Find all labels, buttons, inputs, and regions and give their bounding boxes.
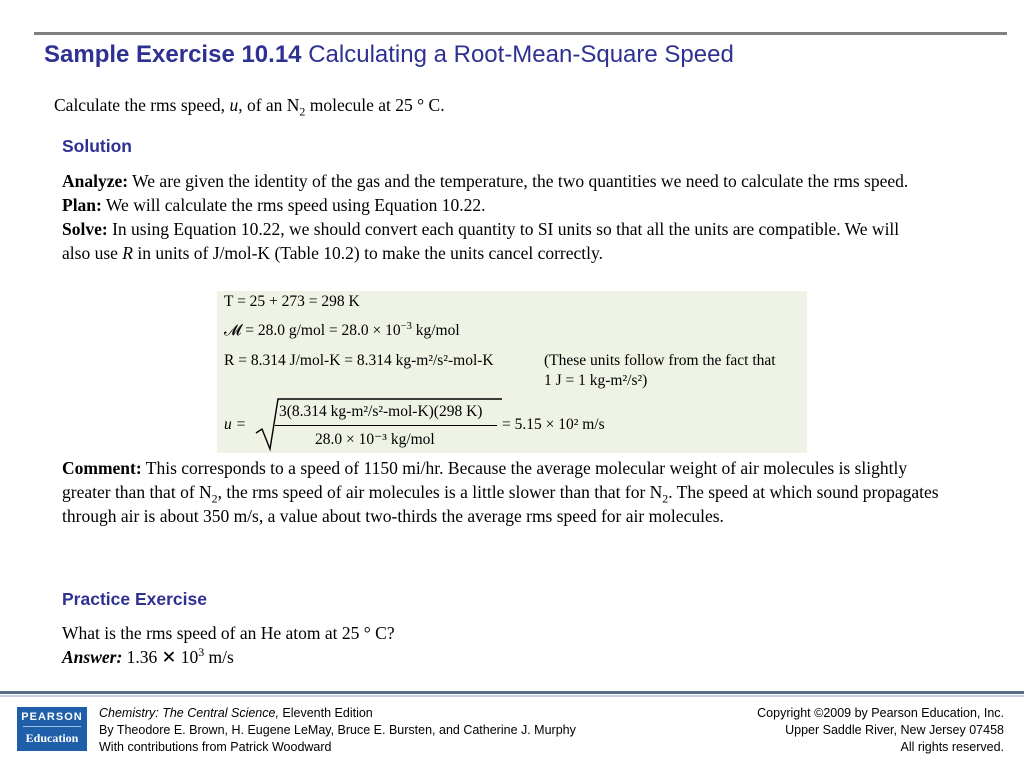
comment-text-b: , the rms speed of air molecules is a little slower than that for N xyxy=(217,482,663,502)
logo-top-text: PEARSON xyxy=(21,711,83,723)
equation-temperature: T = 25 + 273 = 298 K xyxy=(224,293,360,310)
equation-u-denominator: 28.0 × 10⁻³ kg/mol xyxy=(315,431,435,448)
problem-mid: , of an N xyxy=(238,95,300,115)
answer-unit: m/s xyxy=(204,647,234,667)
equation-molar-mass xyxy=(224,322,460,340)
comment-label: Comment: xyxy=(62,458,142,478)
solution-heading: Solution xyxy=(62,136,132,156)
molar-mass-rhs: = 28.0 g/mol = 28.0 × 10 xyxy=(241,322,401,339)
equation-gas-constant: R = 8.314 J/mol-K = 8.314 kg-m²/s²-mol-K xyxy=(224,352,494,369)
solve-text-b: in units of J/mol-K (Table 10.2) to make the units cancel correctly. xyxy=(132,243,603,263)
analyze-label: Analyze: xyxy=(62,171,129,191)
problem-var: u xyxy=(229,95,239,115)
fraction-bar xyxy=(275,425,497,426)
book-line xyxy=(99,705,576,722)
plan-text: We will calculate the rms speed using Equation 10.22. xyxy=(101,195,486,215)
footer-rule-dark xyxy=(0,691,1024,694)
practice-answer xyxy=(62,645,234,669)
book-contributions: With contributions from Patrick Woodward xyxy=(99,740,332,754)
solve-paragraph xyxy=(62,217,927,265)
equation-u-result: = 5.15 × 10² m/s xyxy=(502,416,605,433)
practice-heading: Practice Exercise xyxy=(62,589,207,609)
book-title: Chemistry: The Central Science, xyxy=(99,706,279,720)
solution-body xyxy=(62,169,927,265)
book-edition: Eleventh Edition xyxy=(278,706,373,720)
answer-exp: 3 xyxy=(198,645,205,660)
molar-mass-exp: −3 xyxy=(400,320,412,332)
comment-sub1: 2 xyxy=(211,491,218,506)
slide-title xyxy=(44,41,734,69)
logo-bottom-text: Education xyxy=(25,731,79,745)
book-authors: By Theodore E. Brown, H. Eugene LeMay, Bruce E. Bursten, and Catherine J. Murphy xyxy=(99,723,576,737)
problem-suffix: molecule at 25 ° C. xyxy=(305,95,445,115)
molar-mass-symbol: 𝓜 xyxy=(224,322,242,339)
title-rest: Calculating a Root-Mean-Square Speed xyxy=(308,41,734,68)
rights-line: All rights reserved. xyxy=(900,740,1004,754)
equation-u-numerator: 3(8.314 kg-m²/s²-mol-K)(298 K) xyxy=(279,403,483,420)
equation-u-lhs: u = xyxy=(224,416,247,433)
address-line: Upper Saddle River, New Jersey 07458 xyxy=(785,723,1004,737)
comment-sub2: 2 xyxy=(662,491,669,506)
footer-copyright xyxy=(757,705,1004,756)
practice-question: What is the rms speed of an He atom at 25 ° C? xyxy=(62,623,395,643)
copyright-line: Copyright ©2009 by Pearson Education, Inc. xyxy=(757,706,1004,720)
answer-label: Answer: xyxy=(62,647,123,667)
answer-text: 1.36 ✕ 10 xyxy=(122,647,199,667)
plan-paragraph xyxy=(62,193,927,217)
comment-text-a: This corresponds to a speed of 1150 mi/hr. Because the average molecular weight of air molecules is slightly greater than that of N xyxy=(62,458,908,502)
top-rule xyxy=(34,32,1007,35)
problem-prefix: Calculate the rms speed, xyxy=(54,95,230,115)
comment-text-c: . The speed at which sound propagates through air is about 350 m/s, a value about two-thirds the average rms speed for air molecules. xyxy=(62,482,939,526)
footer-book-info xyxy=(99,705,576,756)
analyze-text: We are given the identity of the gas and the temperature, the two quantities we need to calculate the rms speed. xyxy=(128,171,909,191)
analyze-paragraph xyxy=(62,169,927,193)
equation-note-1: (These units follow from the fact that xyxy=(544,352,776,369)
equation-note-2: 1 J = 1 kg-m²/s²) xyxy=(544,372,648,389)
title-bold: Sample Exercise 10.14 xyxy=(44,41,302,68)
molar-mass-unit: kg/mol xyxy=(411,322,460,339)
solve-text-a: In using Equation 10.22, we should convert each quantity to SI units so that all the units are compatible. We will also use xyxy=(62,219,900,263)
footer-rule-light xyxy=(0,695,1024,697)
plan-label: Plan: xyxy=(62,195,102,215)
pearson-logo xyxy=(17,707,87,751)
logo-divider xyxy=(23,726,81,727)
comment-paragraph xyxy=(62,456,942,528)
equation-box xyxy=(217,291,807,453)
problem-sub: 2 xyxy=(299,104,306,119)
solve-label: Solve: xyxy=(62,219,108,239)
solve-var: R xyxy=(122,243,133,263)
problem-statement xyxy=(54,93,445,117)
